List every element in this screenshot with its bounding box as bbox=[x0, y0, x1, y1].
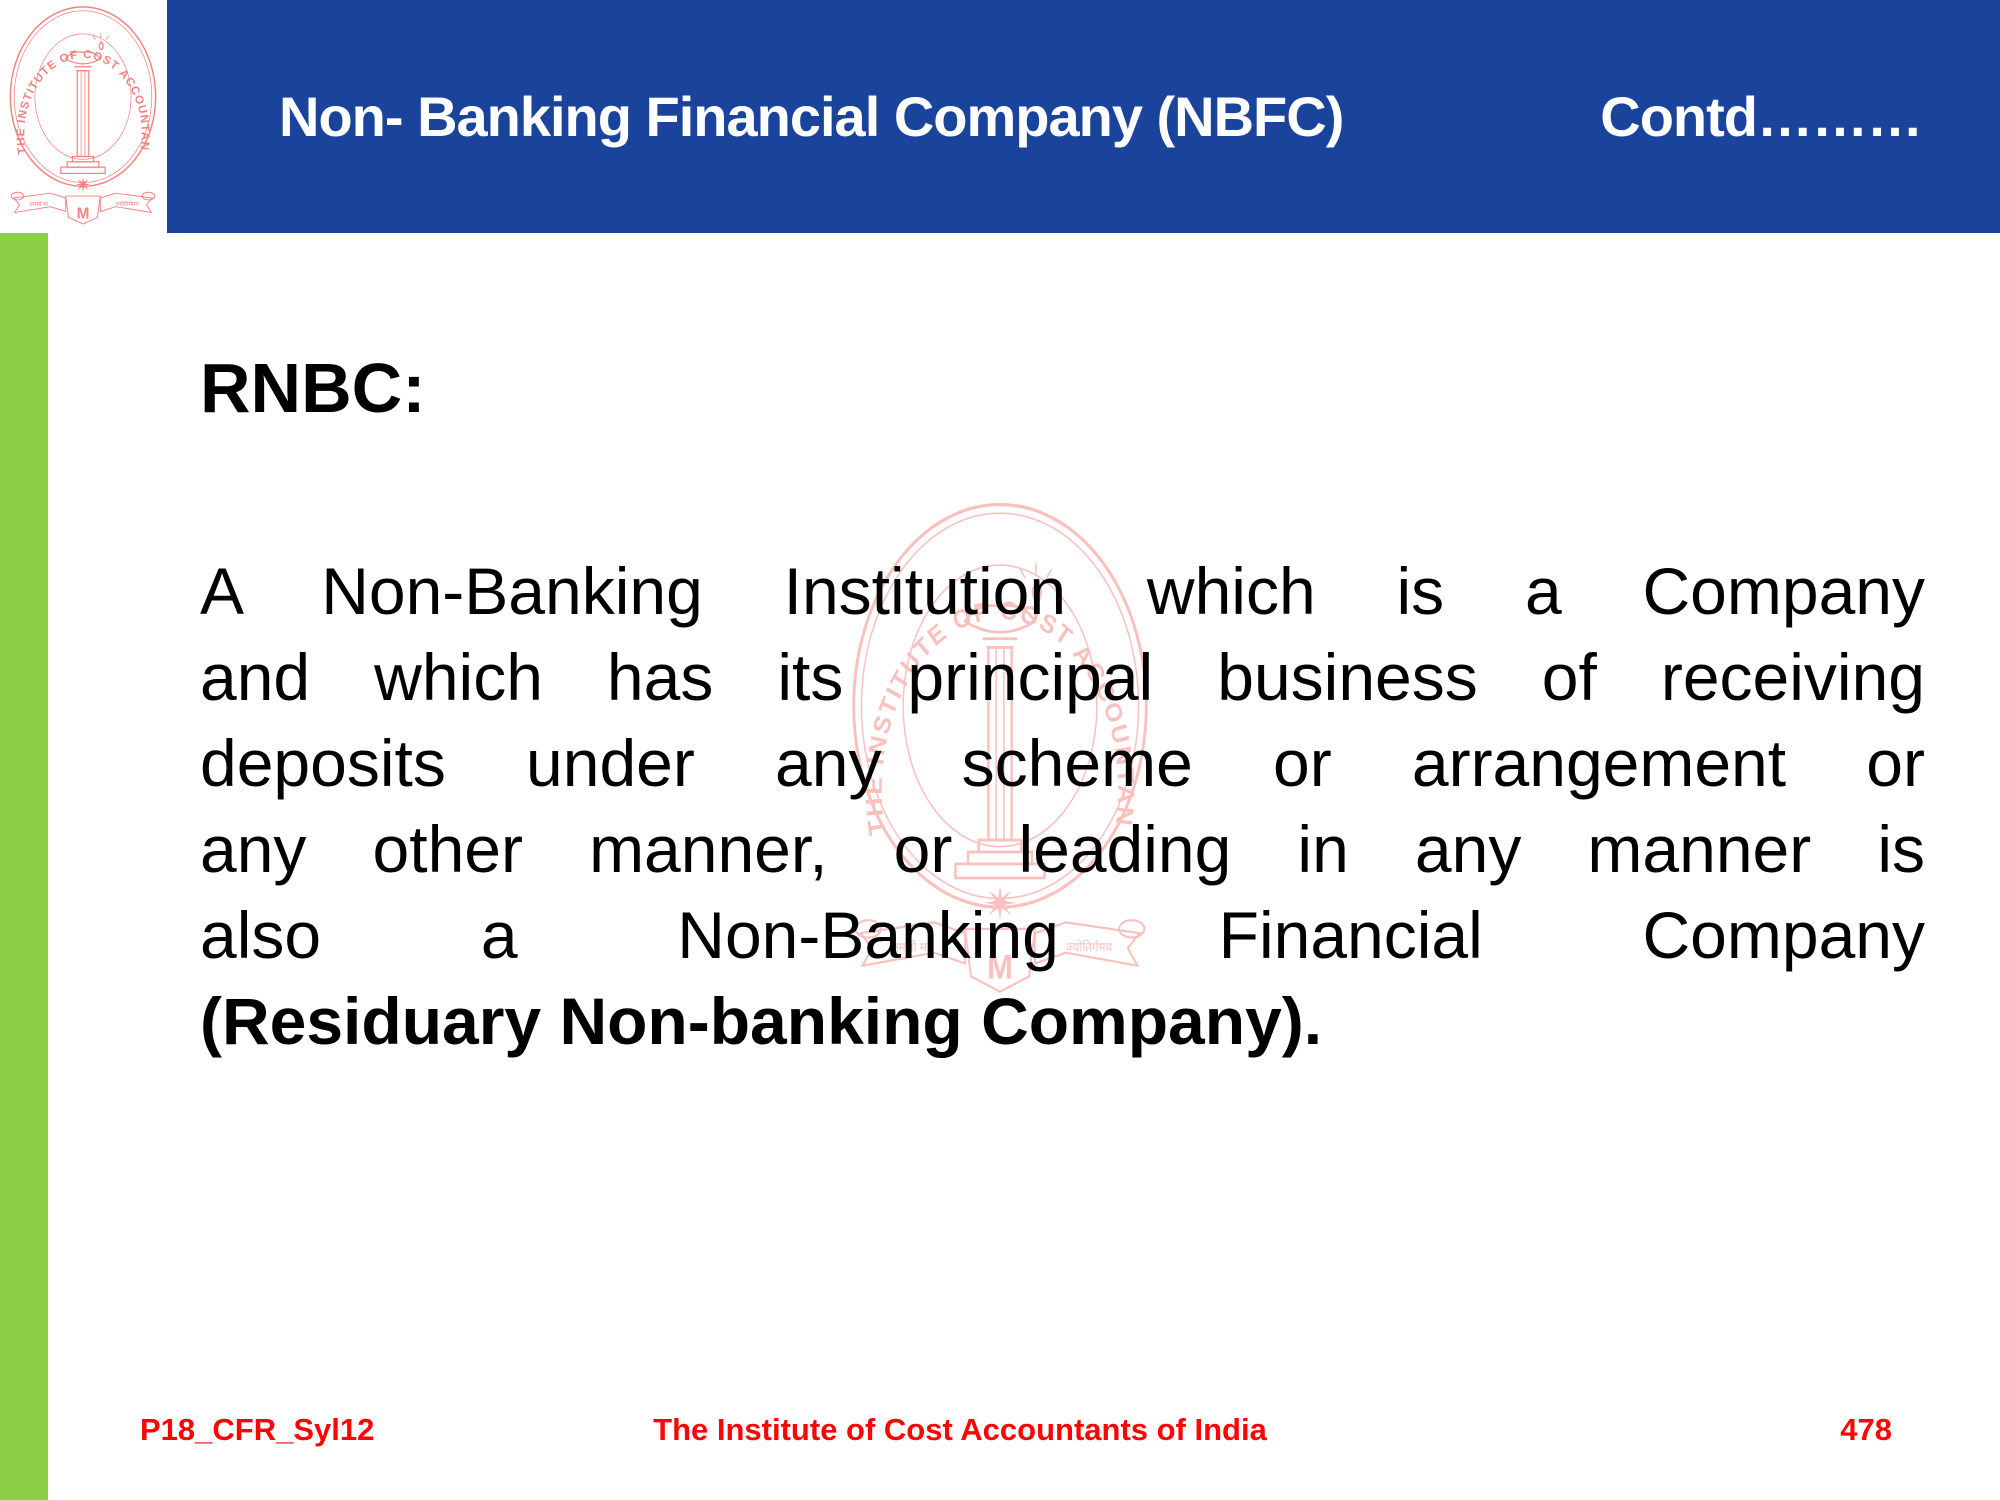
definition-line: A Non-Banking Institution which is a Company bbox=[200, 554, 1925, 628]
definition-line-bold: (Residuary Non-banking Company). bbox=[200, 984, 1323, 1058]
institute-logo bbox=[6, 4, 160, 226]
footer-institute-name: The Institute of Cost Accountants of India bbox=[653, 1412, 1267, 1447]
rnbc-heading: RNBC: bbox=[200, 349, 426, 427]
definition-paragraph bbox=[200, 548, 1925, 1064]
definition-line: and which has its principal business of receiving bbox=[200, 640, 1925, 714]
contd-label: Contd……… bbox=[1600, 85, 1922, 148]
definition-line: deposits under any scheme or arrangement or bbox=[200, 726, 1925, 800]
logo-box bbox=[0, 0, 167, 233]
title-bar bbox=[167, 0, 2000, 233]
definition-line: also a Non-Banking Financial Company bbox=[200, 898, 1925, 972]
footer-page-number: 478 bbox=[1840, 1412, 1892, 1447]
slide-title: Non- Banking Financial Company (NBFC) bbox=[279, 85, 1344, 148]
definition-line: any other manner, or leading in any manner is bbox=[200, 812, 1925, 886]
green-accent-stripe bbox=[0, 233, 48, 1500]
footer-course-code: P18_CFR_Syl12 bbox=[140, 1412, 375, 1447]
